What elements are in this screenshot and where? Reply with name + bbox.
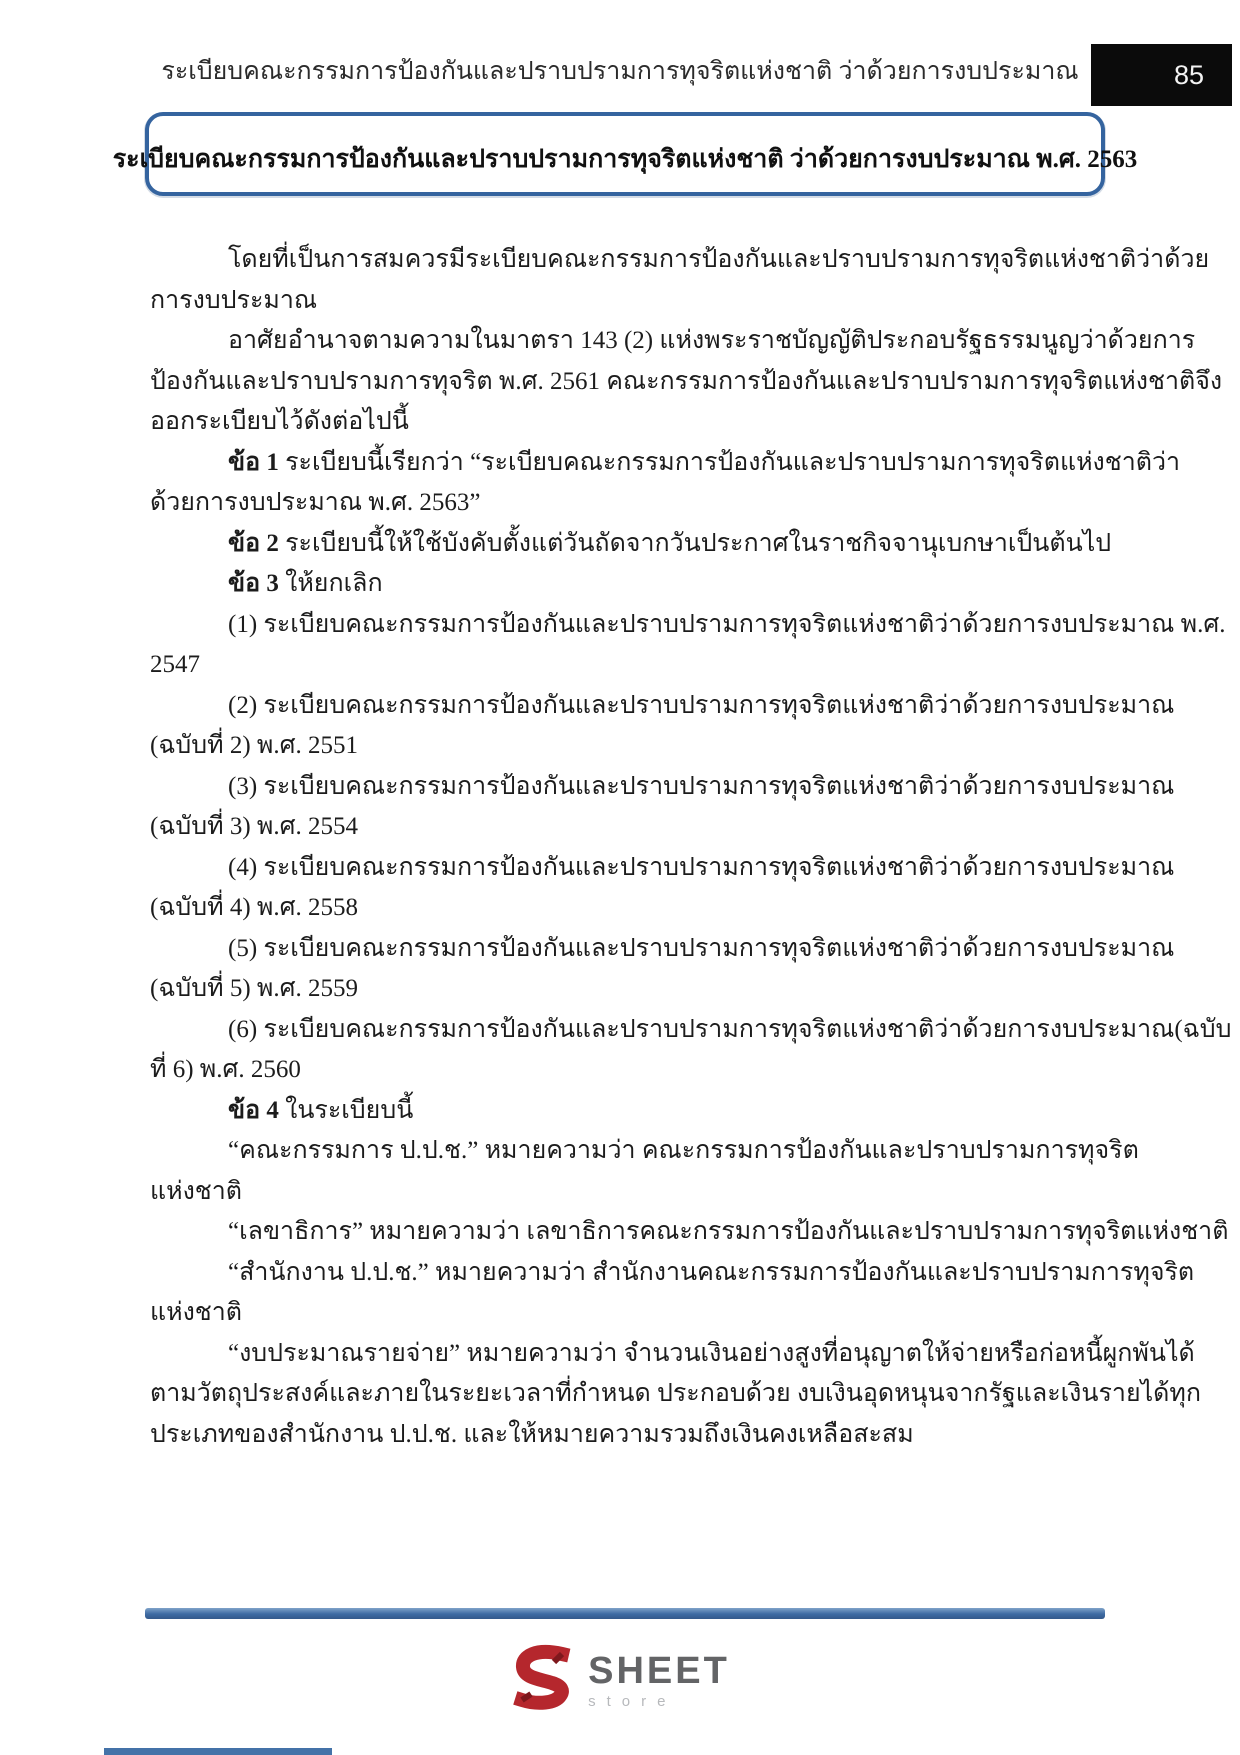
body-line-text: ป้องกันและปราบปรามการทุจริต พ.ศ. 2561 คณะกรรมการป้องกันและปราบปรามการทุจริตแห่งชาติจึง (150, 367, 1223, 395)
body-line-text: ด้วยการงบประมาณ พ.ศ. 2563” (150, 489, 481, 516)
clause-number: ข้อ 1 (228, 448, 279, 476)
body-line (150, 1293, 1095, 1334)
sheet-s-icon (510, 1642, 574, 1720)
body-line (150, 848, 1175, 889)
body-line-text: (ฉบับที่ 3) พ.ศ. 2554 (150, 813, 358, 840)
clause-number: ข้อ 2 (228, 529, 279, 557)
body-line-text: (1) ระเบียบคณะกรรมการป้องกันและปราบปรามการทุจริตแห่งชาติว่าด้วยการงบประมาณ พ.ศ. (228, 610, 1226, 638)
document-title: ระเบียบคณะกรรมการป้องกันและปราบปรามการทุจริตแห่งชาติ ว่าด้วยการงบประมาณ พ.ศ. 2563 (112, 146, 1138, 173)
body-line (150, 1050, 1095, 1091)
body-line (150, 402, 1095, 443)
sheet-store-logo (0, 1642, 1240, 1720)
body-line-text: ที่ 6) พ.ศ. 2560 (150, 1056, 301, 1083)
body-line (150, 1212, 1229, 1253)
body-line-text: 2547 (150, 651, 200, 678)
body-line (150, 969, 1095, 1010)
body-line (150, 483, 1095, 524)
body-line-text: ให้ยกเลิก (278, 570, 383, 597)
body-line (150, 1131, 1139, 1172)
page-number: 85 (1173, 59, 1204, 90)
body-line-text: ในระเบียบนี้ (278, 1096, 414, 1124)
page-number-box (1091, 44, 1232, 106)
document-title-box (112, 112, 1138, 196)
page-edge-line (104, 1748, 332, 1755)
body-line-text: (2) ระเบียบคณะกรรมการป้องกันและปราบปรามการทุจริตแห่งชาติว่าด้วยการงบประมาณ (228, 691, 1175, 719)
body-line-text: (5) ระเบียบคณะกรรมการป้องกันและปราบปรามการทุจริตแห่งชาติว่าด้วยการงบประมาณ (228, 934, 1175, 962)
body-line-text: ระเบียบนี้ให้ใช้บังคับตั้งแต่วันถัดจากวันประกาศในราชกิจจานุเบกษาเป็นต้นไป (278, 529, 1112, 557)
sheet-logo-subtitle: store (588, 1693, 677, 1710)
body-line-text: “งบประมาณรายจ่าย” หมายความว่า จำนวนเงินอย่างสูงที่อนุญาตให้จ่ายหรือก่อหนี้ผูกพันได้ (228, 1339, 1195, 1367)
body-line (150, 1374, 1202, 1415)
body-line-text: โดยที่เป็นการสมควรมีระเบียบคณะกรรมการป้องกันและปราบปรามการทุจริตแห่งชาติว่าด้วย (228, 246, 1210, 273)
running-header-title: ระเบียบคณะกรรมการป้องกันและปราบปรามการทุจริตแห่งชาติ ว่าด้วยการงบประมาณ (161, 58, 1079, 85)
body-line-text: แห่งชาติ (150, 1299, 243, 1326)
sheet-logo-name: SHEET (588, 1650, 730, 1692)
body-line (150, 929, 1175, 970)
footer-divider-line (145, 1608, 1105, 1619)
body-line-text: แห่งชาติ (150, 1177, 243, 1205)
body-line-text: (ฉบับที่ 5) พ.ศ. 2559 (150, 975, 358, 1002)
body-line (150, 1415, 1095, 1456)
body-line-text: “คณะกรรมการ ป.ป.ช.” หมายความว่า คณะกรรมการป้องกันและปราบปรามการทุจริต (228, 1137, 1139, 1164)
body-line-text: อาศัยอำนาจตามความในมาตรา 143 (2) แห่งพระราชบัญญัติประกอบรัฐธรรมนูญว่าด้วยการ (228, 327, 1196, 354)
body-line-text: “สำนักงาน ป.ป.ช.” หมายความว่า สำนักงานคณะกรรมการป้องกันและปราบปรามการทุจริต (228, 1258, 1195, 1286)
body-line (150, 726, 1095, 767)
body-line (150, 362, 1223, 403)
sheet-logo-text (588, 1651, 730, 1711)
body-line (150, 767, 1175, 808)
body-line-text: (ฉบับที่ 4) พ.ศ. 2558 (150, 894, 358, 921)
body-line (150, 281, 1095, 322)
body-line-text: การงบประมาณ (150, 286, 318, 314)
body-line (150, 888, 1095, 929)
body-line (150, 1334, 1195, 1375)
body-line (150, 240, 1210, 281)
body-line (150, 524, 1112, 565)
body-line (150, 443, 1181, 484)
clause-number: ข้อ 3 (228, 570, 279, 597)
body-line (150, 807, 1095, 848)
body-line (150, 1253, 1195, 1294)
body-line-text: (3) ระเบียบคณะกรรมการป้องกันและปราบปรามการทุจริตแห่งชาติว่าด้วยการงบประมาณ (228, 772, 1175, 800)
body-line (150, 686, 1175, 727)
document-body (150, 240, 1232, 1455)
body-line-text: ประเภทของสำนักงาน ป.ป.ช. และให้หมายความรวมถึงเงินคงเหลือสะสม (150, 1420, 914, 1448)
body-line (150, 321, 1196, 362)
body-line (150, 1010, 1232, 1051)
body-line-text: (4) ระเบียบคณะกรรมการป้องกันและปราบปรามการทุจริตแห่งชาติว่าด้วยการงบประมาณ (228, 853, 1175, 881)
body-line-text: ตามวัตถุประสงค์และภายในระยะเวลาที่กำหนด ประกอบด้วย งบเงินอุดหนุนจากรัฐและเงินรายได้ทุก (150, 1380, 1202, 1407)
body-line (150, 605, 1226, 646)
body-line-text: ออกระเบียบไว้ดังต่อไปนี้ (150, 408, 409, 435)
body-line (150, 1172, 1095, 1213)
body-line (150, 645, 1095, 686)
body-line (150, 1091, 1095, 1132)
body-line-text: (6) ระเบียบคณะกรรมการป้องกันและปราบปรามการทุจริตแห่งชาติว่าด้วยการงบประมาณ(ฉบับ (228, 1015, 1232, 1043)
body-line-text: (ฉบับที่ 2) พ.ศ. 2551 (150, 732, 358, 759)
body-line-text: “เลขาธิการ” หมายความว่า เลขาธิการคณะกรรมการป้องกันและปราบปรามการทุจริตแห่งชาติ (228, 1218, 1229, 1245)
body-line (150, 564, 1095, 605)
body-line-text: ระเบียบนี้เรียกว่า “ระเบียบคณะกรรมการป้องกันและปราบปรามการทุจริตแห่งชาติว่า (278, 448, 1181, 476)
clause-number: ข้อ 4 (228, 1096, 279, 1124)
